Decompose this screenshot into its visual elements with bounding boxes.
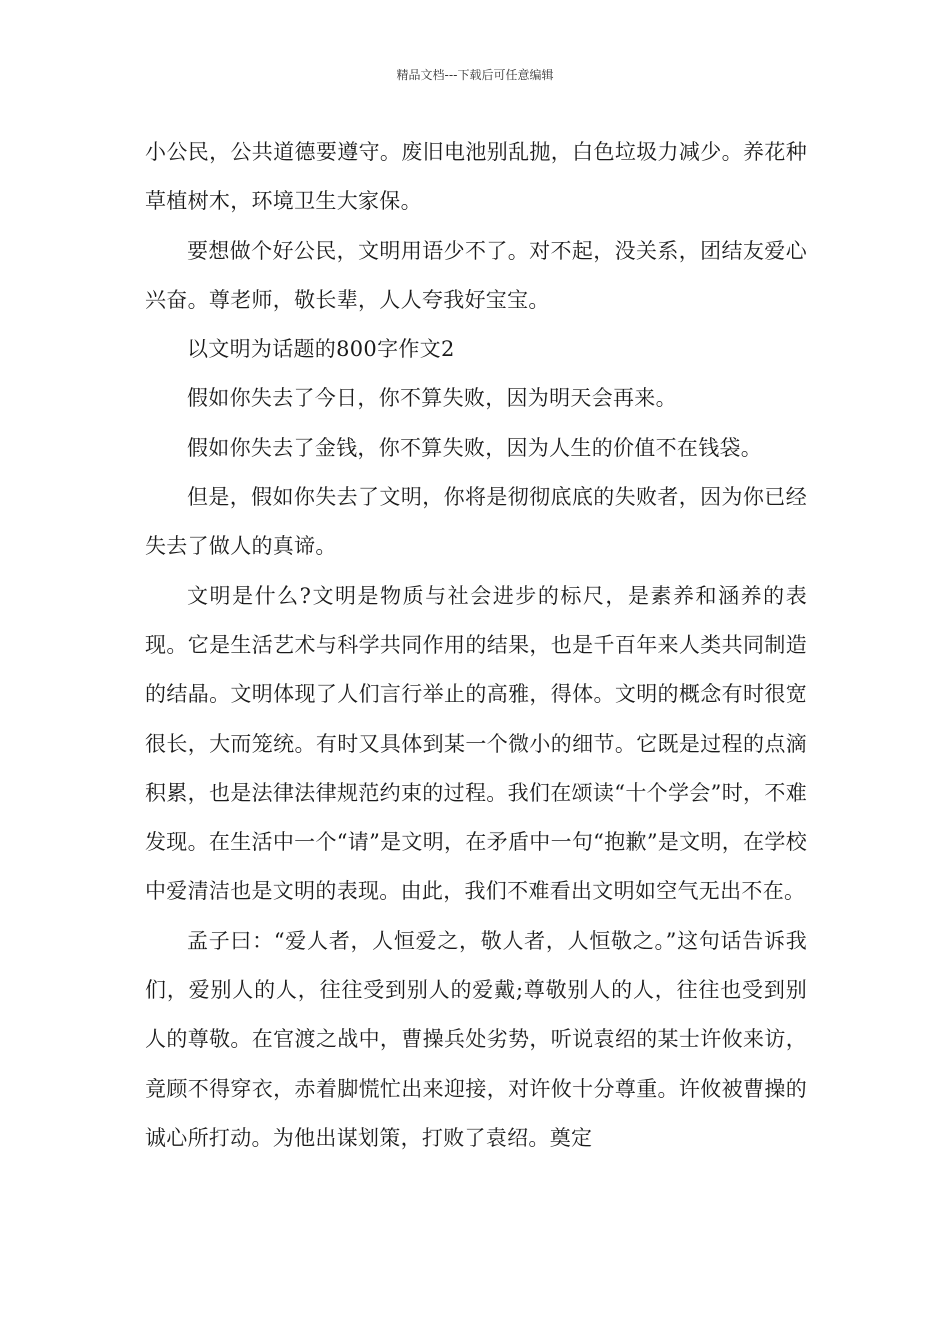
paragraph: 小公民，公共道德要遵守。废旧电池别乱抛，白色垃圾力减少。养花种草植树木，环境卫生大家保。	[145, 140, 807, 214]
section-title: 以文明为话题的800字作文2	[187, 337, 455, 362]
paragraph: 假如你失去了今日，你不算失败，因为明天会再来。	[187, 386, 677, 411]
paragraph: 要想做个好公民，文明用语少不了。对不起，没关系，团结友爱心兴奋。尊老师，敬长辈，人人夸我好宝宝。	[145, 238, 807, 312]
document-body	[145, 128, 807, 1163]
paragraph: 文明是什么?文明是物质与社会进步的标尺，是素养和涵养的表现。它是生活艺术与科学共同作用的结果，也是千百年来人类共同制造的结晶。文明体现了人们言行举止的高雅，得体。文明的概念有时很宽很长，大而笼统。有时又具体到某一个微小的细节。它既是过程的点滴积累，也是法律法律规范约束的过程。我们在颂读“十个学会”时，不难发现。在生活中一个“请”是文明，在矛盾中一句“抱歉”是文明，在学校中爱清洁也是文明的表现。由此，我们不难看出文明如空气无出不在。	[145, 583, 807, 904]
paragraph: 假如你失去了金钱，你不算失败，因为人生的价值不在钱袋。	[187, 435, 763, 460]
paragraph: 孟子曰：“爱人者，人恒爱之，敬人者，人恒敬之。”这句话告诉我们，爱别人的人，往往受到别人的爱戴;尊敬别人的人，往往也受到别人的尊敬。在官渡之战中，曹操兵处劣势，听说袁绍的某士许攸来访，竟顾不得穿衣，赤着脚慌忙出来迎接，对许攸十分尊重。许攸被曹操的诚心所打动。为他出谋划策，打败了袁绍。奠定	[145, 928, 807, 1150]
page-header: 精品文档---下载后可任意编辑	[396, 68, 554, 82]
paragraph: 但是，假如你失去了文明，你将是彻彻底底的失败者，因为你已经失去了做人的真谛。	[145, 485, 807, 559]
